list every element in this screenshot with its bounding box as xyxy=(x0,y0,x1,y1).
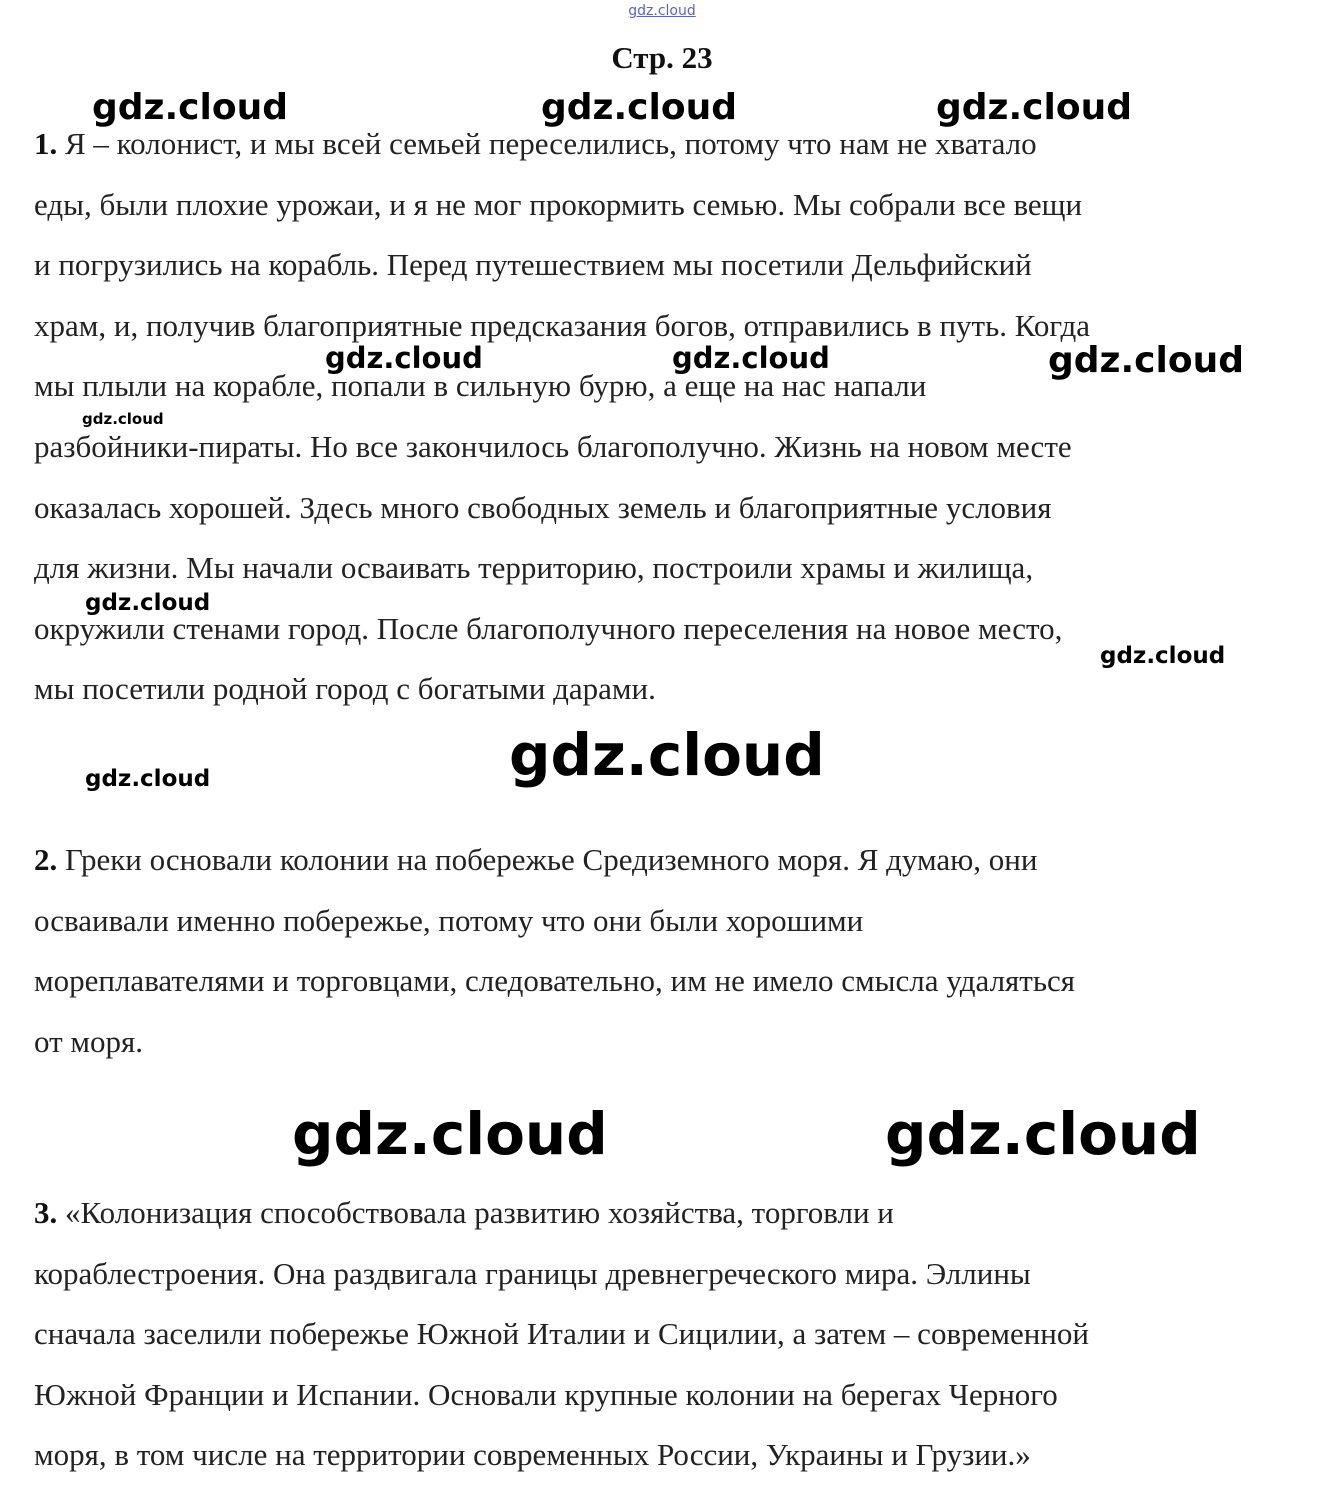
answer-1-line-4: храм, и, получив благоприятные предсказания богов, отправились в путь. Когда xyxy=(34,308,1091,343)
watermark: gdz.cloud xyxy=(1048,340,1244,381)
watermark: gdz.cloud xyxy=(82,410,164,428)
watermark: gdz.cloud xyxy=(509,721,825,789)
answer-2-line-1 xyxy=(34,840,1038,880)
answer-3-line-4: Южной Франции и Испании. Основали крупные колонии на берегах Черного xyxy=(34,1377,1058,1412)
answer-1-line-8: для жизни. Мы начали осваивать территорию, построили храмы и жилища, xyxy=(34,550,1034,585)
watermark: gdz.cloud xyxy=(85,766,211,792)
answer-1-line-6: разбойники-пираты. Но все закончилось благополучно. Жизнь на новом месте xyxy=(34,429,1072,464)
answer-1-line-2: еды, были плохие урожаи, и я не мог прокормить семью. Мы собрали все вещи xyxy=(34,187,1083,222)
answer-3-line-1 xyxy=(34,1193,894,1233)
answer-2-line-3: мореплавателями и торговцами, следовательно, им не имело смысла удаляться xyxy=(34,963,1075,998)
watermark: gdz.cloud xyxy=(936,87,1132,128)
answer-1-line-9: окружили стенами город. После благополучного переселения на новое место, xyxy=(34,611,1063,646)
watermark: gdz.cloud xyxy=(325,341,483,375)
watermark: gdz.cloud xyxy=(885,1100,1201,1168)
answer-1-line-10: мы посетили родной город с богатыми дарами. xyxy=(34,671,656,706)
answer-3-text: «Колонизация способствовала развитию хозяйства, торговли и xyxy=(65,1195,894,1230)
watermark: gdz.cloud xyxy=(92,87,288,128)
watermark: gdz.cloud xyxy=(1100,643,1226,669)
answer-1-line-3: и погрузились на корабль. Перед путешествием мы посетили Дельфийский xyxy=(34,247,1032,282)
answer-3-number: 3. xyxy=(34,1195,58,1230)
answer-3-line-3: сначала заселили побережье Южной Италии и Сицилии, а затем – современной xyxy=(34,1316,1089,1351)
answer-1-line-1 xyxy=(34,124,1037,164)
answer-1-line-7: оказалась хорошей. Здесь много свободных земель и благоприятные условия xyxy=(34,490,1052,525)
watermark: gdz.cloud xyxy=(85,590,211,616)
watermark: gdz.cloud xyxy=(292,1100,608,1168)
answer-2-line-4: от моря. xyxy=(34,1024,144,1059)
watermark: gdz.cloud xyxy=(672,341,830,375)
answer-1-text: Я – колонист, и мы всей семьей переселились, потому что нам не хватало xyxy=(65,126,1037,161)
answer-2-line-2: осваивали именно побережье, потому что они были хорошими xyxy=(34,903,864,938)
answer-1-number: 1. xyxy=(34,126,58,161)
answer-2-number: 2. xyxy=(34,842,58,877)
answer-1-line-5: мы плыли на корабле, попали в сильную бурю, а еще на нас напали xyxy=(34,368,927,403)
watermark: gdz.cloud xyxy=(541,87,737,128)
answer-3-line-5: моря, в том числе на территории современных России, Украины и Грузии.» xyxy=(34,1437,1031,1472)
answer-3-line-2: кораблестроения. Она раздвигала границы древнегреческого мира. Эллины xyxy=(34,1256,1031,1291)
answer-2-text: Греки основали колонии на побережье Средиземного моря. Я думаю, они xyxy=(65,842,1038,877)
watermark-top-link[interactable]: gdz.cloud xyxy=(628,3,696,19)
page-title: Стр. 23 xyxy=(611,40,713,75)
